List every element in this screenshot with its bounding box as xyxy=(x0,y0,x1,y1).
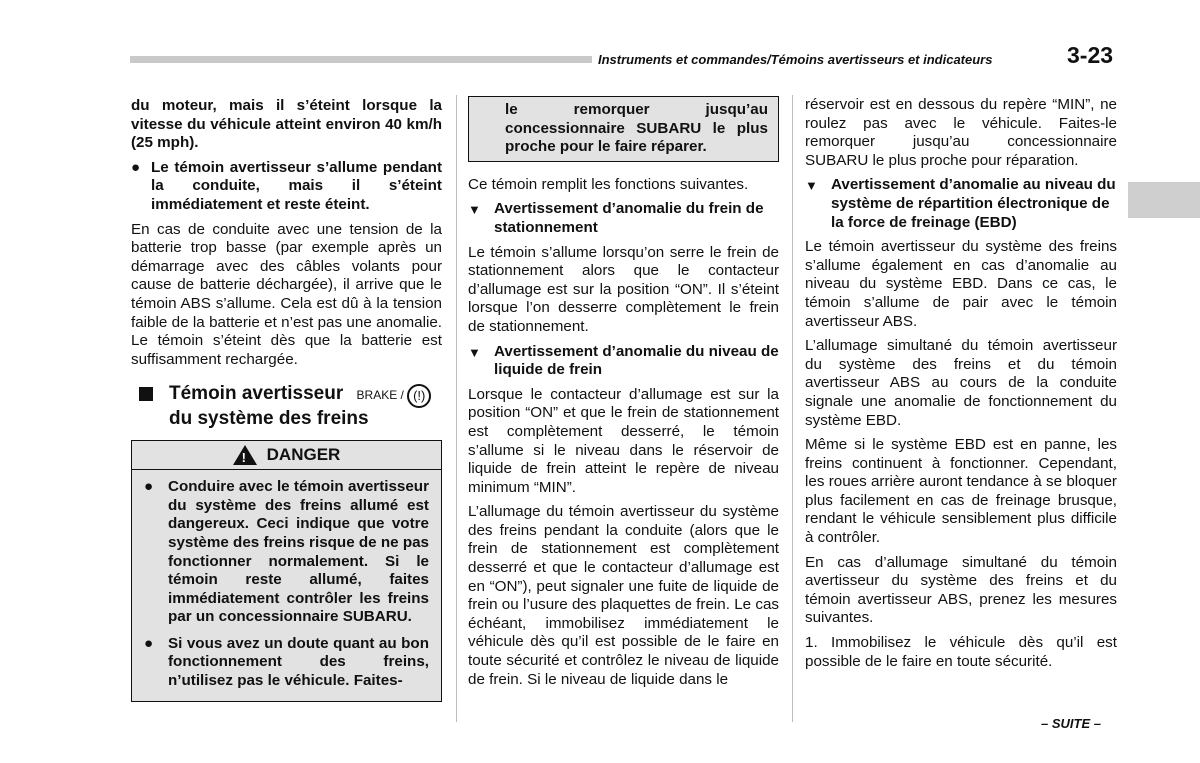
page-number: 3-23 xyxy=(1067,42,1114,68)
triangle-bullet-icon: ▼ xyxy=(805,178,818,194)
column-separator xyxy=(456,95,457,722)
bullet-item xyxy=(131,159,442,215)
paragraph: 1. Immobilisez le véhicule dès qu’il est possible de le faire en toute sécurité. xyxy=(805,634,1117,670)
section-title-line2: du système des freins xyxy=(169,408,369,430)
paragraph: Le témoin s’allume lorsqu’on serre le frein de stationnement alors que le contacteur d’allumage est sur la position “ON”. Il s’éteint lorsque l’on desserre complètement le frein de stationnement. xyxy=(468,243,779,335)
subheading xyxy=(805,176,1117,232)
battery-paragraph: En cas de conduite avec une tension de la batterie trop basse (par exemple après un démarrage avec des câbles volants pour cause de batterie déchargée), il arrive que le témoin ABS s’allume. Cela est dû à la tension faible de la batterie et n’est pas une anomalie. Le témoin s’éteint dès que la batterie est suffisamment rechargée. xyxy=(131,220,442,368)
bullet-dot: ● xyxy=(144,634,154,652)
subheading xyxy=(468,343,779,380)
subheading xyxy=(468,200,779,237)
danger-list-item xyxy=(144,478,429,627)
continued-danger-box xyxy=(468,96,779,162)
warning-triangle-icon: ! xyxy=(233,445,257,465)
intro-bold-text: du moteur, mais il s’éteint lorsque la vitesse du véhicule atteint environ 40 km/h (25 mph). xyxy=(131,97,442,152)
column-left xyxy=(131,97,442,702)
danger-item-text: Conduire avec le témoin avertisseur du système des freins allumé est dangereux. Ceci indique que votre système des freins risque de ne pas fonctionner normalement. Si le témoin reste allumé, faites immédiatement contrôler les freins par un concessionnaire SUBARU. xyxy=(168,478,429,626)
intro-text: Ce témoin remplit les fonctions suivantes. xyxy=(468,175,749,193)
triangle-bullet-icon: ▼ xyxy=(468,202,481,218)
brake-symbol-text: BRAKE / xyxy=(356,388,404,403)
danger-list-item xyxy=(144,635,429,691)
paragraph: L’allumage du témoin avertisseur du système des freins pendant la conduite (alors que le frein de stationnement est complètement desserré et que le contacteur d’allumage est en “ON”), peut signaler une fuite de liquide de frein ou l’usure des plaquettes de frein. Le cas échéant, immobilisez immédiatement le véhicule dès qu’il est possible de le faire en toute sécurité et contrôlez le niveau de liquide de frein. Si le niveau de liquide dans le xyxy=(468,503,779,688)
section-square-icon xyxy=(139,387,153,401)
paragraph: Lorsque le contacteur d’allumage est sur la position “ON” et que le frein de stationnement est complètement desserré, le témoin s’allume si le niveau dans le réservoir de liquide de frein atteint le repère de niveau minimum “MIN”. xyxy=(468,385,779,496)
paragraph: L’allumage simultané du témoin avertisseur du système des freins et du témoin avertisseur ABS au cours de la conduite signale une anomalie de fonctionnement du système EBD. xyxy=(805,337,1117,429)
continued-danger-text: le remorquer jusqu’au concessionnaire SUBARU le plus proche pour le faire réparer. xyxy=(505,101,768,156)
subheading-text: Avertissement d’anomalie du frein de stationnement xyxy=(494,200,764,236)
paragraph: Le témoin avertisseur du système des freins s’allume également en cas d’anomalie au niveau du système EBD. Dans ce cas, le témoin s’allume de pair avec le témoin avertisseur ABS. xyxy=(805,238,1117,330)
triangle-bullet-icon: ▼ xyxy=(468,344,481,360)
danger-header xyxy=(131,440,442,470)
section-heading xyxy=(131,383,442,430)
column-separator xyxy=(792,95,793,722)
brake-circle-symbol: (!) xyxy=(407,384,431,408)
paragraph: En cas d’allumage simultané du témoin avertisseur du système des freins et du témoin avertisseur ABS, prenez les mesures suivantes. xyxy=(805,553,1117,627)
subheading-text: Avertissement d’anomalie au niveau du système de répartition électronique de la force de freinage (EBD) xyxy=(831,176,1116,231)
column-right xyxy=(805,96,1117,677)
brake-warning-icon xyxy=(357,388,432,402)
column-middle xyxy=(468,96,779,695)
danger-item-text: Si vous avez un doute quant au bon fonctionnement des freins, n’utilisez pas le véhicule. Faites- xyxy=(168,634,429,690)
header-title: Instruments et commandes/Témoins avertisseurs et indicateurs xyxy=(598,52,993,67)
bullet-dot: ● xyxy=(144,478,154,496)
header-rule xyxy=(130,56,592,63)
paragraph: réservoir est en dessous du repère “MIN”, ne roulez pas avec le véhicule. Faites-le remorquer jusqu’au concessionnaire SUBARU le plus proche pour réparation. xyxy=(805,96,1117,169)
bullet-text: Le témoin avertisseur s’allume pendant la conduite, mais il s’éteint immédiatement et reste éteint. xyxy=(151,158,442,213)
danger-label: DANGER xyxy=(266,444,341,464)
chapter-tab xyxy=(1128,182,1200,218)
danger-box xyxy=(131,470,442,702)
section-title-line1: Témoin avertisseur xyxy=(169,383,344,405)
paragraph: Même si le système EBD est en panne, les freins continuent à fonctionner. Cependant, les roues arrière auront tendance à se bloquer plus facilement en cas de freinage brusque, rendant le véhicule sensiblement plus difficile à contrôler. xyxy=(805,436,1117,547)
continue-label: – SUITE – xyxy=(1041,716,1101,731)
bullet-dot: ● xyxy=(131,158,141,176)
subheading-text: Avertissement d’anomalie du niveau de liquide de frein xyxy=(494,342,779,379)
